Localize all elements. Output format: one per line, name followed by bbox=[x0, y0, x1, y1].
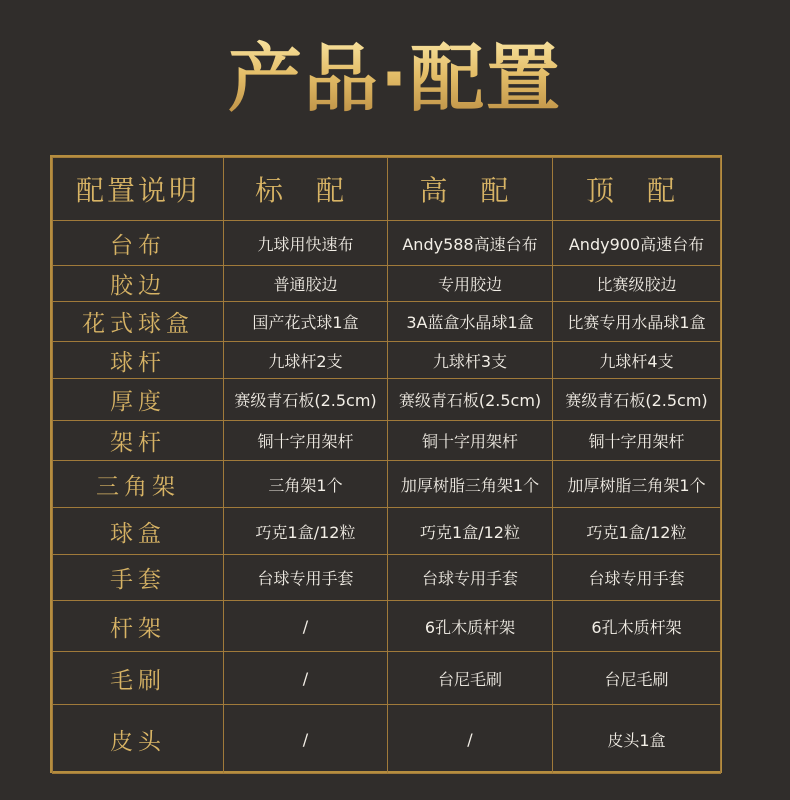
page-title: 产品·配置 bbox=[0, 34, 790, 124]
cell-standard: 巧克1盒/12粒 bbox=[224, 508, 388, 555]
table-row bbox=[53, 652, 721, 705]
cell-standard: 国产花式球1盒 bbox=[224, 302, 388, 342]
cell-high: Andy588高速台布 bbox=[388, 221, 553, 266]
cell-standard: 赛级青石板(2.5cm) bbox=[224, 379, 388, 421]
cell-high: 台球专用手套 bbox=[388, 555, 553, 601]
cell-top: 台球专用手套 bbox=[553, 555, 721, 601]
cell-top: 赛级青石板(2.5cm) bbox=[553, 379, 721, 421]
table-row bbox=[53, 421, 721, 461]
table-row bbox=[53, 221, 721, 266]
header-top: 顶 配 bbox=[553, 158, 721, 221]
cell-high: 九球杆3支 bbox=[388, 342, 553, 379]
header-standard: 标 配 bbox=[224, 158, 388, 221]
header-config-desc: 配置说明 bbox=[53, 158, 224, 221]
cell-high: 赛级青石板(2.5cm) bbox=[388, 379, 553, 421]
row-label: 台布 bbox=[53, 221, 224, 266]
row-label: 架杆 bbox=[53, 421, 224, 461]
header-high: 高 配 bbox=[388, 158, 553, 221]
cell-high: 台尼毛刷 bbox=[388, 652, 553, 705]
cell-standard: 台球专用手套 bbox=[224, 555, 388, 601]
row-label: 毛刷 bbox=[53, 652, 224, 705]
table-header-row bbox=[53, 158, 721, 221]
row-label: 胶边 bbox=[53, 266, 224, 302]
table-row bbox=[53, 555, 721, 601]
row-label: 手套 bbox=[53, 555, 224, 601]
table-row bbox=[53, 379, 721, 421]
row-label: 三角架 bbox=[53, 461, 224, 508]
table-row bbox=[53, 302, 721, 342]
table-row bbox=[53, 266, 721, 302]
cell-high: 3A蓝盒水晶球1盒 bbox=[388, 302, 553, 342]
cell-top: 巧克1盒/12粒 bbox=[553, 508, 721, 555]
cell-standard: 三角架1个 bbox=[224, 461, 388, 508]
cell-top: 加厚树脂三角架1个 bbox=[553, 461, 721, 508]
cell-high: 专用胶边 bbox=[388, 266, 553, 302]
row-label: 皮头 bbox=[53, 705, 224, 774]
cell-standard: / bbox=[224, 705, 388, 774]
cell-top: 比赛专用水晶球1盒 bbox=[553, 302, 721, 342]
row-label: 球杆 bbox=[53, 342, 224, 379]
row-label: 花式球盒 bbox=[53, 302, 224, 342]
row-label: 杆架 bbox=[53, 601, 224, 652]
table-row bbox=[53, 461, 721, 508]
row-label: 厚度 bbox=[53, 379, 224, 421]
cell-standard: 普通胶边 bbox=[224, 266, 388, 302]
table-row bbox=[53, 705, 721, 774]
cell-top: 九球杆4支 bbox=[553, 342, 721, 379]
cell-high: 铜十字用架杆 bbox=[388, 421, 553, 461]
cell-high: 加厚树脂三角架1个 bbox=[388, 461, 553, 508]
cell-top: 台尼毛刷 bbox=[553, 652, 721, 705]
cell-standard: 九球用快速布 bbox=[224, 221, 388, 266]
cell-standard: / bbox=[224, 652, 388, 705]
cell-top: Andy900高速台布 bbox=[553, 221, 721, 266]
cell-top: 6孔木质杆架 bbox=[553, 601, 721, 652]
table-row bbox=[53, 508, 721, 555]
cell-high: / bbox=[388, 705, 553, 774]
cell-top: 皮头1盒 bbox=[553, 705, 721, 774]
cell-standard: / bbox=[224, 601, 388, 652]
cell-high: 6孔木质杆架 bbox=[388, 601, 553, 652]
cell-high: 巧克1盒/12粒 bbox=[388, 508, 553, 555]
row-label: 球盒 bbox=[53, 508, 224, 555]
cell-top: 铜十字用架杆 bbox=[553, 421, 721, 461]
cell-standard: 九球杆2支 bbox=[224, 342, 388, 379]
config-table bbox=[50, 155, 722, 773]
table-row bbox=[53, 601, 721, 652]
table-row bbox=[53, 342, 721, 379]
cell-standard: 铜十字用架杆 bbox=[224, 421, 388, 461]
cell-top: 比赛级胶边 bbox=[553, 266, 721, 302]
